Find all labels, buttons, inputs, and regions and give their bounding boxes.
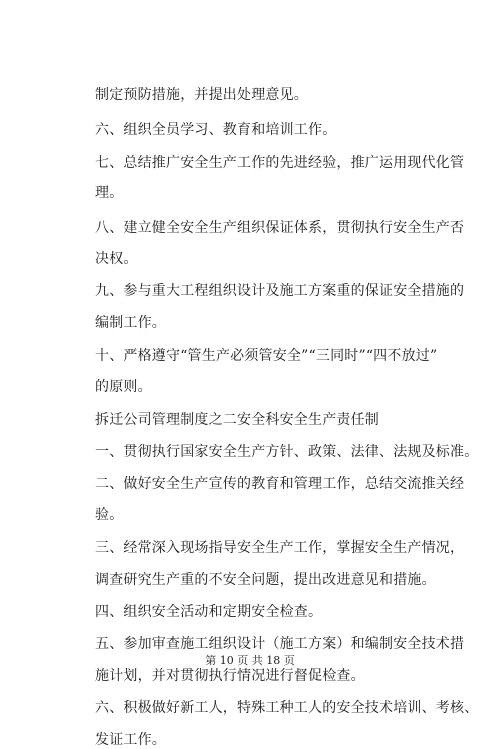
text-line: 一、贯彻执行国家安全生产方针、政策、法律、法规及标准。 (95, 444, 479, 460)
text-line: 七、总结推广安全生产工作的先进经验，推广运用现代化管 (95, 155, 465, 171)
page-footer: 第 10 页 共 18 页 (205, 654, 295, 667)
text-line: 十、严格遵守“管生产必须管安全”“三同时”“四不放过” (95, 348, 438, 364)
text-line: 六、积极做好新工人，特殊工种工人的安全技术培训、考核、 (95, 700, 479, 716)
text-line: 决权。 (95, 251, 138, 267)
text-line: 制定预防措施，并提出处理意见。 (95, 87, 308, 103)
text-line: 八、建立健全安全生产组织保证体系，贯彻执行安全生产否 (95, 220, 465, 236)
text-line: 发证工作。 (95, 732, 166, 748)
text-line: 五、参加审查施工组织设计（施工方案）和编制安全技术措 (95, 636, 465, 652)
text-line: 六、组织全员学习、教育和培训工作。 (95, 122, 337, 138)
text-line: 编制工作。 (95, 315, 166, 331)
section-heading: 拆迁公司管理制度之二安全科安全生产责任制 (95, 412, 379, 428)
text-line: 的原则。 (95, 379, 152, 395)
text-line: 九、参与重大工程组织设计及施工方案重的保证安全措施的 (95, 283, 465, 299)
text-line: 验。 (95, 507, 124, 523)
text-line: 四、组织安全活动和定期安全检查。 (95, 604, 323, 620)
text-line: 调查研究生产重的不安全问题，提出改进意见和措施。 (95, 572, 436, 588)
text-line: 三、经常深入现场指导安全生产工作，掌握安全生产情况， (95, 540, 465, 556)
text-line: 理。 (95, 185, 124, 201)
text-line: 施计划，并对贯彻执行情况进行督促检查。 (95, 668, 365, 684)
text-line: 二、做好安全生产宣传的教育和管理工作，总结交流推关经 (95, 476, 465, 492)
